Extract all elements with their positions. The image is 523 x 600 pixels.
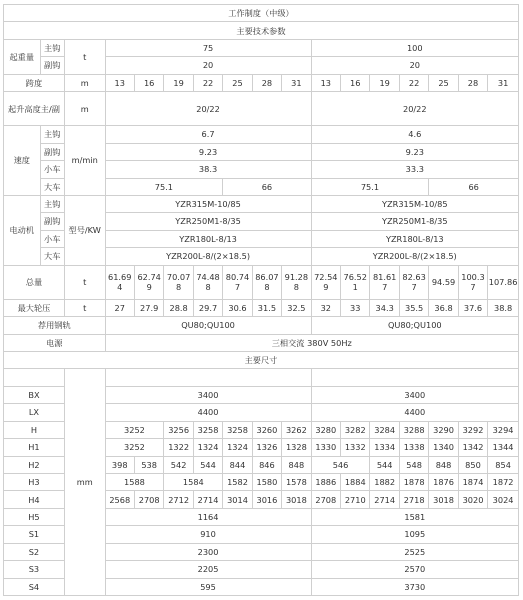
- wheel-load-value: 29.7: [193, 299, 222, 316]
- dim-value: 544: [193, 456, 222, 473]
- dim-value: 1582: [223, 474, 252, 491]
- dim-value: 1584: [164, 474, 223, 491]
- weight-value: 107.86: [488, 265, 519, 299]
- dim-value: 3024: [488, 491, 519, 508]
- span-value: 31: [282, 74, 311, 91]
- dim-value: 910: [105, 526, 311, 543]
- wheel-load-value: 35.5: [399, 299, 428, 316]
- wheel-load-unit: t: [64, 299, 105, 316]
- weight-unit: t: [64, 265, 105, 299]
- weight-value: 76.521: [341, 265, 370, 299]
- dim-value: 3290: [429, 421, 458, 438]
- dim-value: 3258: [223, 421, 252, 438]
- motor-crane-label: 大车: [40, 248, 64, 265]
- weight-value: 94.59: [429, 265, 458, 299]
- dim-value: 3280: [311, 421, 340, 438]
- speed-label: 速度: [4, 126, 41, 196]
- dim-value: 2525: [311, 543, 518, 560]
- dim-value: 3284: [370, 421, 399, 438]
- wheel-load-value: 30.6: [223, 299, 252, 316]
- dim-value: 2568: [105, 491, 134, 508]
- dim-value: 1581: [311, 508, 518, 525]
- dim-value: 3282: [341, 421, 370, 438]
- span-value: 16: [134, 74, 163, 91]
- speed-crane-label: 大车: [40, 178, 64, 195]
- dim-value: 846: [252, 456, 281, 473]
- speed-aux-value: 9.23: [105, 143, 311, 160]
- dim-value: 544: [370, 456, 399, 473]
- weight-value: 74.488: [193, 265, 222, 299]
- dim-value: 2718: [399, 491, 428, 508]
- weight-value: 82.637: [399, 265, 428, 299]
- dims-blank-row: [4, 369, 519, 386]
- span-value: 25: [223, 74, 252, 91]
- dims-unit: mm: [64, 369, 105, 596]
- lift-height-value: 20/22: [311, 92, 518, 126]
- capacity-main-label: 主钩: [40, 39, 64, 56]
- lift-height-value: 20/22: [105, 92, 311, 126]
- wheel-load-value: 33: [341, 299, 370, 316]
- dim-value: 3256: [164, 421, 193, 438]
- dim-value: 3262: [282, 421, 311, 438]
- dim-value: 854: [488, 456, 519, 473]
- dim-value: 1876: [429, 474, 458, 491]
- dim-label: S3: [4, 561, 65, 578]
- dim-value: 546: [311, 456, 370, 473]
- rail-value: QU80;QU100: [311, 317, 518, 334]
- main-params-header: 主要技术参数: [4, 22, 519, 39]
- crane-spec-table: [3, 4, 519, 596]
- weight-value: 62.749: [134, 265, 163, 299]
- dim-value: 1330: [311, 439, 340, 456]
- dim-value: 2708: [134, 491, 163, 508]
- speed-crane-value: 66: [223, 178, 311, 195]
- weight-value: 80.747: [223, 265, 252, 299]
- dim-value: 1095: [311, 526, 518, 543]
- span-value: 28: [458, 74, 487, 91]
- dim-label: H1: [4, 439, 65, 456]
- dim-value: 850: [458, 456, 487, 473]
- weight-row: [4, 265, 519, 299]
- motor-main-value: YZR315M-10/85: [105, 195, 311, 212]
- dim-label: H: [4, 421, 65, 438]
- lift-height-label: 起升高度主/副: [4, 92, 65, 126]
- dim-value: 2708: [311, 491, 340, 508]
- speed-crane-value: 75.1: [311, 178, 429, 195]
- wheel-load-value: 32: [311, 299, 340, 316]
- capacity-main-value: 100: [311, 39, 518, 56]
- dim-value: 1878: [399, 474, 428, 491]
- motor-main-row: [4, 195, 519, 212]
- dim-label: S4: [4, 578, 65, 595]
- capacity-main-value: 75: [105, 39, 311, 56]
- span-value: 22: [399, 74, 428, 91]
- span-value: 28: [252, 74, 281, 91]
- dim-value: 538: [134, 456, 163, 473]
- blank-cell: [105, 369, 311, 386]
- motor-label: 电动机: [4, 195, 41, 265]
- span-value: 16: [341, 74, 370, 91]
- dim-value: 595: [105, 578, 311, 595]
- weight-value: 86.078: [252, 265, 281, 299]
- dim-value: 3252: [105, 421, 164, 438]
- capacity-unit: t: [64, 39, 105, 74]
- power-label: 电源: [4, 334, 106, 351]
- speed-crane-value: 66: [429, 178, 519, 195]
- rail-value: QU80;QU100: [105, 317, 311, 334]
- dim-label: LX: [4, 404, 65, 421]
- title-row: [4, 5, 519, 22]
- dim-value: 848: [429, 456, 458, 473]
- dim-label: S2: [4, 543, 65, 560]
- span-value: 22: [193, 74, 222, 91]
- span-value: 13: [311, 74, 340, 91]
- dim-value: 1886: [311, 474, 340, 491]
- speed-main-row: [4, 126, 519, 143]
- dim-value: 542: [164, 456, 193, 473]
- capacity-main-row: [4, 39, 519, 56]
- dim-value: 3400: [105, 386, 311, 403]
- dim-value: 4400: [105, 404, 311, 421]
- capacity-aux-label: 副钩: [40, 57, 64, 74]
- dim-value: 1338: [399, 439, 428, 456]
- span-unit: m: [64, 74, 105, 91]
- dim-value: 1882: [370, 474, 399, 491]
- dims-header: 主要尺寸: [4, 352, 519, 369]
- weight-value: 100.37: [458, 265, 487, 299]
- span-value: 13: [105, 74, 134, 91]
- dim-value: 1332: [341, 439, 370, 456]
- dim-value: 3288: [399, 421, 428, 438]
- dim-value: 1874: [458, 474, 487, 491]
- dim-value: 1322: [164, 439, 193, 456]
- dim-value: 1340: [429, 439, 458, 456]
- dim-value: 1342: [458, 439, 487, 456]
- dim-label: H3: [4, 474, 65, 491]
- weight-value: 72.549: [311, 265, 340, 299]
- dim-label: H5: [4, 508, 65, 525]
- lift-height-row: [4, 92, 519, 126]
- speed-main-label: 主钩: [40, 126, 64, 143]
- dim-value: 548: [399, 456, 428, 473]
- motor-main-value: YZR315M-10/85: [311, 195, 518, 212]
- capacity-label: 起重量: [4, 39, 41, 74]
- table-title: 工作制度（中级）: [4, 5, 519, 22]
- dim-value: 1324: [223, 439, 252, 456]
- capacity-aux-value: 20: [105, 57, 311, 74]
- dims-header-row: [4, 352, 519, 369]
- dim-value: 1164: [105, 508, 311, 525]
- dim-value: 3292: [458, 421, 487, 438]
- dim-value: 398: [105, 456, 134, 473]
- motor-aux-value: YZR250M1-8/35: [105, 213, 311, 230]
- wheel-load-value: 31.5: [252, 299, 281, 316]
- span-value: 25: [429, 74, 458, 91]
- motor-aux-value: YZR250M1-8/35: [311, 213, 518, 230]
- blank-cell: [4, 369, 65, 386]
- dim-value: 3260: [252, 421, 281, 438]
- dim-value: 3014: [223, 491, 252, 508]
- speed-trolley-value: 33.3: [311, 161, 518, 178]
- motor-aux-label: 副钩: [40, 213, 64, 230]
- dim-value: 848: [282, 456, 311, 473]
- speed-main-value: 4.6: [311, 126, 518, 143]
- dim-value: 3018: [282, 491, 311, 508]
- dim-value: 2714: [370, 491, 399, 508]
- motor-trolley-value: YZR180L-8/13: [311, 230, 518, 247]
- span-value: 19: [164, 74, 193, 91]
- weight-value: 70.078: [164, 265, 193, 299]
- dim-value: 3730: [311, 578, 518, 595]
- span-row: [4, 74, 519, 91]
- dim-value: 3252: [105, 439, 164, 456]
- dim-value: 1324: [193, 439, 222, 456]
- weight-value: 81.617: [370, 265, 399, 299]
- speed-crane-value: 75.1: [105, 178, 223, 195]
- dim-value: 3016: [252, 491, 281, 508]
- dim-value: 2714: [193, 491, 222, 508]
- wheel-load-value: 28.8: [164, 299, 193, 316]
- dim-label: H2: [4, 456, 65, 473]
- motor-main-label: 主钩: [40, 195, 64, 212]
- dim-value: 4400: [311, 404, 518, 421]
- power-value: 三相交流 380V 50Hz: [105, 334, 518, 351]
- weight-value: 91.288: [282, 265, 311, 299]
- dim-value: 1578: [282, 474, 311, 491]
- dim-value: 2205: [105, 561, 311, 578]
- rail-row: [4, 317, 519, 334]
- wheel-load-value: 27: [105, 299, 134, 316]
- dim-value: 1344: [488, 439, 519, 456]
- capacity-aux-value: 20: [311, 57, 518, 74]
- wheel-load-label: 最大轮压: [4, 299, 65, 316]
- dim-label: S1: [4, 526, 65, 543]
- lift-height-unit: m: [64, 92, 105, 126]
- dim-value: 1328: [282, 439, 311, 456]
- span-value: 31: [488, 74, 519, 91]
- motor-crane-value: YZR200L-8/(2×18.5): [311, 248, 518, 265]
- dim-label: BX: [4, 386, 65, 403]
- speed-aux-value: 9.23: [311, 143, 518, 160]
- dim-value: 1580: [252, 474, 281, 491]
- dim-label: H4: [4, 491, 65, 508]
- speed-unit: m/min: [64, 126, 105, 196]
- dim-value: 2710: [341, 491, 370, 508]
- motor-trolley-label: 小车: [40, 230, 64, 247]
- dim-value: 1884: [341, 474, 370, 491]
- dim-value: 3020: [458, 491, 487, 508]
- weight-label: 总量: [4, 265, 65, 299]
- weight-value: 61.694: [105, 265, 134, 299]
- main-params-header-row: [4, 22, 519, 39]
- wheel-load-value: 34.3: [370, 299, 399, 316]
- speed-trolley-label: 小车: [40, 161, 64, 178]
- dim-value: 3018: [429, 491, 458, 508]
- speed-main-value: 6.7: [105, 126, 311, 143]
- speed-aux-label: 副钩: [40, 143, 64, 160]
- motor-trolley-value: YZR180L-8/13: [105, 230, 311, 247]
- rail-label: 荐用钢轨: [4, 317, 106, 334]
- dim-value: 1326: [252, 439, 281, 456]
- power-row: [4, 334, 519, 351]
- blank-cell: [311, 369, 518, 386]
- dim-value: 3294: [488, 421, 519, 438]
- dim-value: 1588: [105, 474, 164, 491]
- span-value: 19: [370, 74, 399, 91]
- dim-value: 2570: [311, 561, 518, 578]
- dim-value: 3400: [311, 386, 518, 403]
- wheel-load-value: 32.5: [282, 299, 311, 316]
- dim-value: 2712: [164, 491, 193, 508]
- dim-value: 1872: [488, 474, 519, 491]
- wheel-load-value: 27.9: [134, 299, 163, 316]
- span-label: 跨度: [4, 74, 65, 91]
- motor-crane-value: YZR200L-8/(2×18.5): [105, 248, 311, 265]
- dim-value: 2300: [105, 543, 311, 560]
- wheel-load-value: 38.8: [488, 299, 519, 316]
- dim-value: 844: [223, 456, 252, 473]
- wheel-load-value: 37.6: [458, 299, 487, 316]
- wheel-load-row: [4, 299, 519, 316]
- speed-trolley-value: 38.3: [105, 161, 311, 178]
- dim-value: 3258: [193, 421, 222, 438]
- motor-unit: 型号/KW: [64, 195, 105, 265]
- wheel-load-value: 36.8: [429, 299, 458, 316]
- dim-value: 1334: [370, 439, 399, 456]
